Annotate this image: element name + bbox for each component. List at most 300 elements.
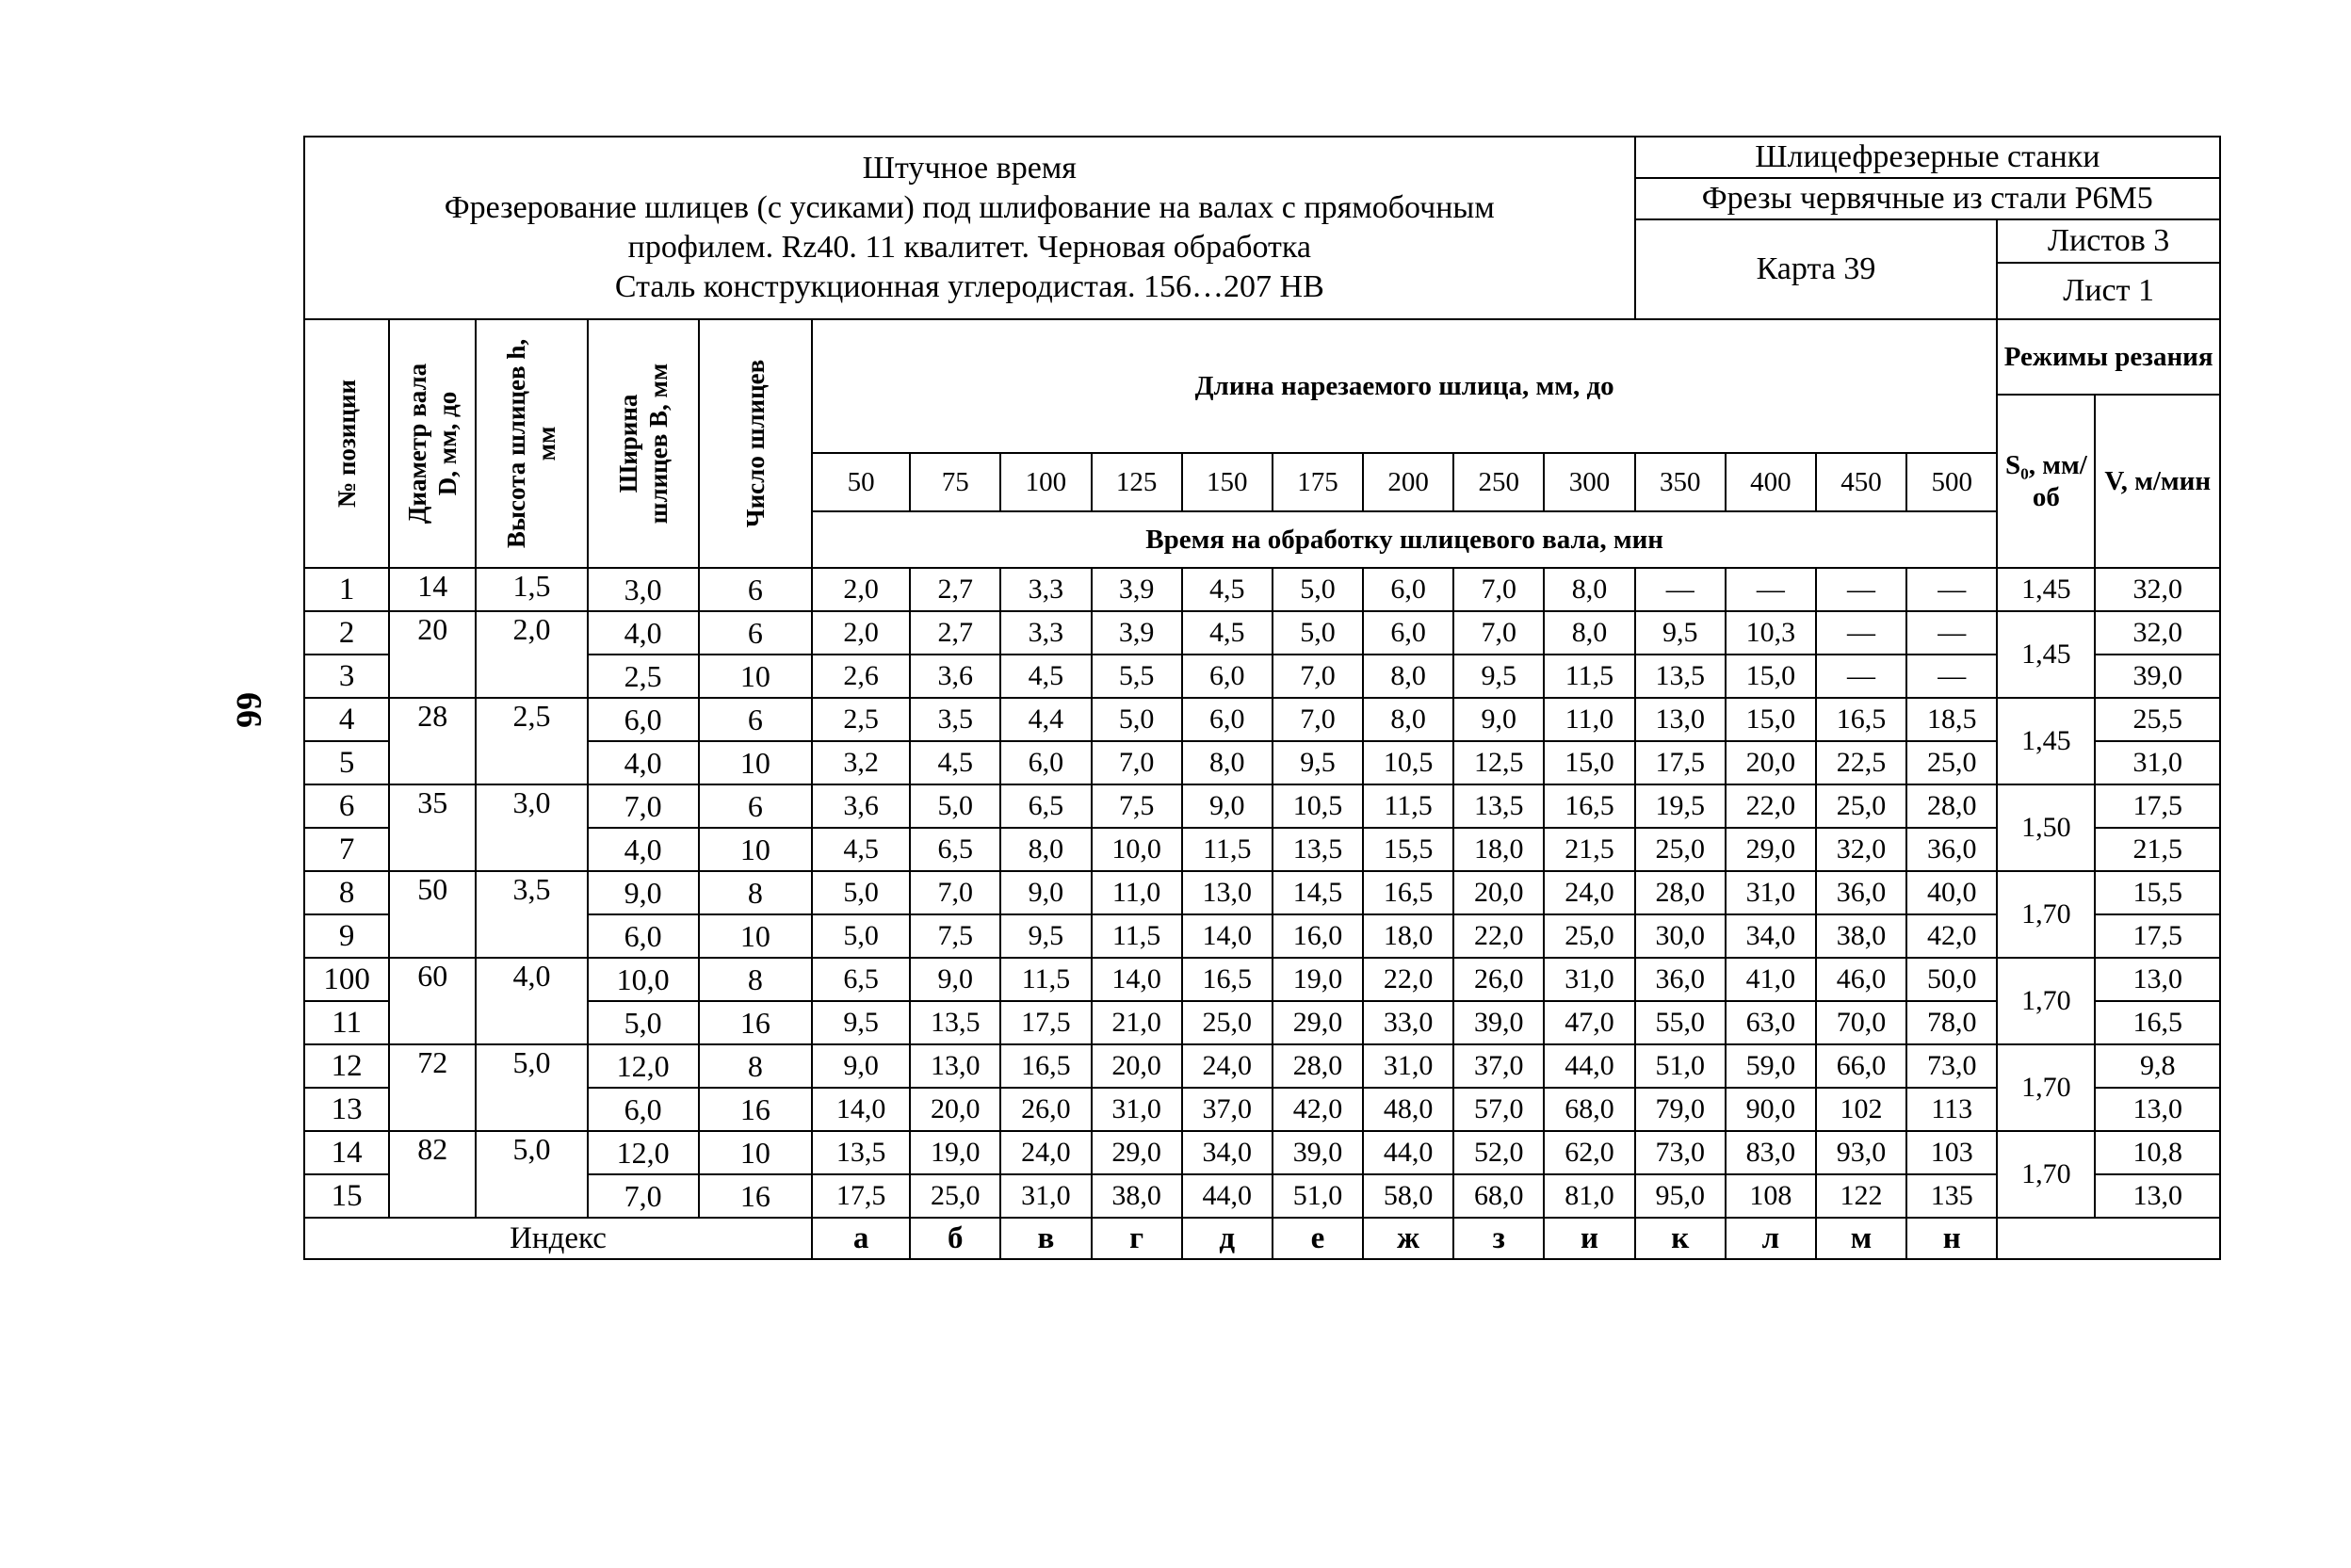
table-row (304, 1131, 2220, 1174)
time-cell: 81,0 (1544, 1174, 1634, 1218)
time-cell: 103 (1906, 1131, 1997, 1174)
time-cell: 8,0 (1363, 655, 1453, 698)
count-cell: 6 (699, 611, 812, 655)
time-cell: 21,0 (1092, 1001, 1182, 1044)
time-cell: 10,3 (1726, 611, 1816, 655)
width-cell: 7,0 (588, 784, 699, 828)
time-cell: 4,5 (812, 828, 910, 871)
title-line-4: Сталь конструкционная углеродистая. 156…207 НВ (614, 269, 1324, 304)
time-cell: 15,0 (1726, 655, 1816, 698)
time-cell: 28,0 (1273, 1044, 1363, 1088)
time-cell: 11,5 (1000, 958, 1091, 1001)
title-line-2: Фрезерование шлицев (с усиками) под шлифование на валах с прямобочным (444, 190, 1495, 225)
width-cell: 6,0 (588, 698, 699, 741)
count-cell: 16 (699, 1174, 812, 1218)
height-cell: 2,0 (476, 611, 587, 698)
time-cell: 31,0 (1726, 871, 1816, 914)
time-cell: 16,5 (1816, 698, 1906, 741)
time-cell: 6,0 (1363, 611, 1453, 655)
width-cell: 4,0 (588, 611, 699, 655)
time-cell: 20,0 (1453, 871, 1544, 914)
time-cell: 7,0 (1453, 611, 1544, 655)
table-row (304, 914, 2220, 958)
width-cell: 7,0 (588, 1174, 699, 1218)
title-line-1: Штучное время (862, 151, 1077, 186)
s0-cell: 1,45 (1997, 611, 2095, 698)
col-count: Число шлицев (699, 319, 812, 568)
diameter-cell: 35 (389, 784, 476, 871)
time-cell: 16,5 (1363, 871, 1453, 914)
index-letter: к (1635, 1218, 1726, 1259)
time-cell: 28,0 (1635, 871, 1726, 914)
time-cell: 15,0 (1544, 741, 1634, 784)
s0-header: S₀, мм/об (1997, 395, 2095, 568)
position-cell: 12 (304, 1044, 389, 1088)
time-cell: 2,7 (910, 611, 1000, 655)
diameter-cell: 20 (389, 611, 476, 698)
position-cell: 3 (304, 655, 389, 698)
time-cell: 29,0 (1273, 1001, 1363, 1044)
time-cell: 17,5 (1000, 1001, 1091, 1044)
time-cell: 2,7 (910, 568, 1000, 611)
time-cell: 135 (1906, 1174, 1997, 1218)
position-cell: 7 (304, 828, 389, 871)
length-header: Длина нарезаемого шлица, мм, до (812, 319, 1997, 453)
width-cell: 4,0 (588, 741, 699, 784)
time-cell: 9,0 (812, 1044, 910, 1088)
time-cell: 7,0 (1453, 568, 1544, 611)
time-cell: 3,9 (1092, 568, 1182, 611)
index-letter: г (1092, 1218, 1182, 1259)
time-cell: 25,0 (1816, 784, 1906, 828)
position-cell: 14 (304, 1131, 389, 1174)
diameter-cell: 72 (389, 1044, 476, 1131)
time-cell: 25,0 (1544, 914, 1634, 958)
time-cell: 113 (1906, 1088, 1997, 1131)
time-cell: 22,0 (1363, 958, 1453, 1001)
time-cell: 34,0 (1726, 914, 1816, 958)
length-col-header: 75 (910, 453, 1000, 511)
length-col-header: 300 (1544, 453, 1634, 511)
table-row (304, 958, 2220, 1001)
v-cell: 17,5 (2095, 914, 2220, 958)
position-cell: 1 (304, 568, 389, 611)
time-cell: 3,2 (812, 741, 910, 784)
time-cell: 20,0 (1092, 1044, 1182, 1088)
time-cell: 17,5 (1635, 741, 1726, 784)
time-cell: 13,5 (1635, 655, 1726, 698)
time-cell: 55,0 (1635, 1001, 1726, 1044)
index-letter: л (1726, 1218, 1816, 1259)
index-letter: д (1182, 1218, 1273, 1259)
time-cell: 38,0 (1092, 1174, 1182, 1218)
time-cell: 6,5 (910, 828, 1000, 871)
position-cell: 13 (304, 1088, 389, 1131)
length-col-header: 150 (1182, 453, 1273, 511)
time-cell: 5,0 (1273, 568, 1363, 611)
table-row (304, 871, 2220, 914)
time-cell: 95,0 (1635, 1174, 1726, 1218)
sheets-total: Листов 3 (1997, 219, 2220, 263)
v-cell: 10,8 (2095, 1131, 2220, 1174)
time-cell: 25,0 (1182, 1001, 1273, 1044)
time-cell: 70,0 (1816, 1001, 1906, 1044)
v-cell: 13,0 (2095, 1088, 2220, 1131)
time-cell: 15,0 (1726, 698, 1816, 741)
time-cell: 9,0 (1453, 698, 1544, 741)
length-col-header: 250 (1453, 453, 1544, 511)
time-cell: 32,0 (1816, 828, 1906, 871)
index-letter: з (1453, 1218, 1544, 1259)
count-cell: 6 (699, 568, 812, 611)
length-col-header: 100 (1000, 453, 1091, 511)
position-cell: 4 (304, 698, 389, 741)
width-cell: 10,0 (588, 958, 699, 1001)
time-cell: 13,5 (1453, 784, 1544, 828)
time-cell: 47,0 (1544, 1001, 1634, 1044)
time-cell: 11,0 (1544, 698, 1634, 741)
time-cell: 14,0 (1182, 914, 1273, 958)
time-cell: 102 (1816, 1088, 1906, 1131)
time-cell: 44,0 (1363, 1131, 1453, 1174)
time-cell: 44,0 (1544, 1044, 1634, 1088)
time-cell: 7,0 (910, 871, 1000, 914)
height-cell: 2,5 (476, 698, 587, 784)
time-cell: 73,0 (1906, 1044, 1997, 1088)
sheet-number: Лист 1 (1997, 263, 2220, 319)
v-cell: 25,5 (2095, 698, 2220, 741)
time-cell: 93,0 (1816, 1131, 1906, 1174)
time-cell: 26,0 (1453, 958, 1544, 1001)
col-height: Высота шлицев h, мм (476, 319, 587, 568)
time-cell: 9,5 (1453, 655, 1544, 698)
v-cell: 31,0 (2095, 741, 2220, 784)
table-row (304, 1001, 2220, 1044)
time-cell: 108 (1726, 1174, 1816, 1218)
index-letter: а (812, 1218, 910, 1259)
length-col-header: 350 (1635, 453, 1726, 511)
norms-table (303, 136, 2221, 1260)
time-cell: — (1816, 611, 1906, 655)
table-row (304, 741, 2220, 784)
v-cell: 13,0 (2095, 1174, 2220, 1218)
index-letter: е (1273, 1218, 1363, 1259)
v-cell: 9,8 (2095, 1044, 2220, 1088)
time-cell: 4,4 (1000, 698, 1091, 741)
time-cell: — (1816, 655, 1906, 698)
diameter-cell: 28 (389, 698, 476, 784)
time-cell: 26,0 (1000, 1088, 1091, 1131)
count-cell: 8 (699, 958, 812, 1001)
time-cell: 6,0 (1182, 698, 1273, 741)
index-empty-cell (1997, 1218, 2220, 1259)
time-cell: 34,0 (1182, 1131, 1273, 1174)
time-cell: 16,5 (1000, 1044, 1091, 1088)
diameter-cell: 50 (389, 871, 476, 958)
time-cell: 2,0 (812, 611, 910, 655)
count-cell: 16 (699, 1088, 812, 1131)
position-cell: 2 (304, 611, 389, 655)
card-title-block (304, 137, 1635, 319)
width-cell: 9,0 (588, 871, 699, 914)
time-cell: 7,5 (1092, 784, 1182, 828)
time-cell: 13,5 (910, 1001, 1000, 1044)
time-cell: 62,0 (1544, 1131, 1634, 1174)
s0-cell: 1,70 (1997, 871, 2095, 958)
time-cell: 20,0 (1726, 741, 1816, 784)
time-cell: 31,0 (1092, 1088, 1182, 1131)
time-cell: 2,0 (812, 568, 910, 611)
time-cell: 25,0 (1635, 828, 1726, 871)
time-cell: 57,0 (1453, 1088, 1544, 1131)
time-cell: 24,0 (1544, 871, 1634, 914)
time-cell: 11,5 (1363, 784, 1453, 828)
time-cell: 25,0 (1906, 741, 1997, 784)
time-cell: 31,0 (1544, 958, 1634, 1001)
time-cell: 31,0 (1363, 1044, 1453, 1088)
time-cell: — (1906, 655, 1997, 698)
col-width: Ширина шлицев В, мм (588, 319, 699, 568)
time-cell: 18,5 (1906, 698, 1997, 741)
s0-cell: 1,70 (1997, 1044, 2095, 1131)
time-cell: 39,0 (1273, 1131, 1363, 1174)
count-cell: 10 (699, 914, 812, 958)
width-cell: 12,0 (588, 1044, 699, 1088)
time-cell: 59,0 (1726, 1044, 1816, 1088)
time-cell: 22,0 (1726, 784, 1816, 828)
time-cell: 31,0 (1000, 1174, 1091, 1218)
time-cell: 8,0 (1000, 828, 1091, 871)
diameter-cell: 60 (389, 958, 476, 1044)
time-cell: — (1816, 568, 1906, 611)
time-cell: 29,0 (1092, 1131, 1182, 1174)
time-cell: 14,0 (812, 1088, 910, 1131)
time-cell: 37,0 (1453, 1044, 1544, 1088)
time-cell: 10,5 (1363, 741, 1453, 784)
time-cell: 22,5 (1816, 741, 1906, 784)
time-cell: 8,0 (1363, 698, 1453, 741)
time-cell: 4,5 (1182, 568, 1273, 611)
count-cell: 10 (699, 655, 812, 698)
width-cell: 3,0 (588, 568, 699, 611)
v-cell: 13,0 (2095, 958, 2220, 1001)
time-cell: 40,0 (1906, 871, 1997, 914)
time-cell: 79,0 (1635, 1088, 1726, 1131)
time-cell: 122 (1816, 1174, 1906, 1218)
diameter-cell: 82 (389, 1131, 476, 1218)
time-cell: 13,0 (1635, 698, 1726, 741)
width-cell: 2,5 (588, 655, 699, 698)
time-cell: 3,9 (1092, 611, 1182, 655)
time-cell: 83,0 (1726, 1131, 1816, 1174)
count-cell: 6 (699, 784, 812, 828)
time-cell: 46,0 (1816, 958, 1906, 1001)
time-cell: 10,0 (1092, 828, 1182, 871)
time-cell: — (1726, 568, 1816, 611)
position-cell: 5 (304, 741, 389, 784)
time-cell: 6,0 (1363, 568, 1453, 611)
time-cell: 22,0 (1453, 914, 1544, 958)
time-cell: 7,0 (1092, 741, 1182, 784)
machine-type: Шлицефрезерные станки (1635, 137, 2220, 178)
time-cell: 14,0 (1092, 958, 1182, 1001)
table-row (304, 784, 2220, 828)
index-letter: в (1000, 1218, 1091, 1259)
time-cell: 7,0 (1273, 698, 1363, 741)
time-cell: 25,0 (910, 1174, 1000, 1218)
s0-cell: 1,50 (1997, 784, 2095, 871)
index-label: Индекс (304, 1218, 812, 1259)
time-cell: 50,0 (1906, 958, 1997, 1001)
length-col-header: 125 (1092, 453, 1182, 511)
time-cell: 4,5 (910, 741, 1000, 784)
position-cell: 11 (304, 1001, 389, 1044)
page-number: 66 (229, 692, 268, 728)
position-cell: 15 (304, 1174, 389, 1218)
time-cell: — (1635, 568, 1726, 611)
time-header: Время на обработку шлицевого вала, мин (812, 511, 1997, 568)
time-cell: 39,0 (1453, 1001, 1544, 1044)
height-cell: 3,0 (476, 784, 587, 871)
index-letter: м (1816, 1218, 1906, 1259)
v-cell: 39,0 (2095, 655, 2220, 698)
time-cell: 4,5 (1182, 611, 1273, 655)
time-cell: 16,5 (1182, 958, 1273, 1001)
height-cell: 3,5 (476, 871, 587, 958)
time-cell: 78,0 (1906, 1001, 1997, 1044)
s0-cell: 1,70 (1997, 1131, 2095, 1218)
time-cell: 9,5 (1000, 914, 1091, 958)
time-cell: 10,5 (1273, 784, 1363, 828)
time-cell: 7,5 (910, 914, 1000, 958)
time-cell: 8,0 (1182, 741, 1273, 784)
index-letter: ж (1363, 1218, 1453, 1259)
time-cell: 73,0 (1635, 1131, 1726, 1174)
time-cell: 16,5 (1544, 784, 1634, 828)
time-cell: 13,5 (812, 1131, 910, 1174)
width-cell: 12,0 (588, 1131, 699, 1174)
table-row (304, 1088, 2220, 1131)
time-cell: 36,0 (1635, 958, 1726, 1001)
time-cell: 9,5 (812, 1001, 910, 1044)
time-cell: 12,5 (1453, 741, 1544, 784)
table-row (304, 1174, 2220, 1218)
count-cell: 10 (699, 828, 812, 871)
time-cell: 18,0 (1453, 828, 1544, 871)
time-cell: 17,5 (812, 1174, 910, 1218)
v-cell: 32,0 (2095, 611, 2220, 655)
length-col-header: 400 (1726, 453, 1816, 511)
time-cell: 5,0 (812, 914, 910, 958)
height-cell: 1,5 (476, 568, 587, 611)
time-cell: 8,0 (1544, 611, 1634, 655)
width-cell: 4,0 (588, 828, 699, 871)
v-cell: 15,5 (2095, 871, 2220, 914)
index-letter: б (910, 1218, 1000, 1259)
time-cell: 13,5 (1273, 828, 1363, 871)
v-cell: 21,5 (2095, 828, 2220, 871)
time-cell: 5,0 (812, 871, 910, 914)
time-cell: 19,0 (910, 1131, 1000, 1174)
index-letter: н (1906, 1218, 1997, 1259)
count-cell: 8 (699, 871, 812, 914)
time-cell: 19,5 (1635, 784, 1726, 828)
count-cell: 10 (699, 741, 812, 784)
length-col-header: 175 (1273, 453, 1363, 511)
index-letter: и (1544, 1218, 1634, 1259)
time-cell: — (1906, 611, 1997, 655)
time-cell: 3,3 (1000, 611, 1091, 655)
time-cell: 36,0 (1816, 871, 1906, 914)
height-cell: 4,0 (476, 958, 587, 1044)
time-cell: 11,0 (1092, 871, 1182, 914)
time-cell: 90,0 (1726, 1088, 1816, 1131)
table-row (304, 698, 2220, 741)
count-cell: 10 (699, 1131, 812, 1174)
time-cell: 48,0 (1363, 1088, 1453, 1131)
width-cell: 5,0 (588, 1001, 699, 1044)
time-cell: 52,0 (1453, 1131, 1544, 1174)
modes-header: Режимы резания (1997, 319, 2220, 395)
v-cell: 32,0 (2095, 568, 2220, 611)
time-cell: 3,3 (1000, 568, 1091, 611)
time-cell: 28,0 (1906, 784, 1997, 828)
time-cell: 9,5 (1273, 741, 1363, 784)
time-cell: 6,5 (1000, 784, 1091, 828)
time-cell: 63,0 (1726, 1001, 1816, 1044)
time-cell: 42,0 (1273, 1088, 1363, 1131)
table-row (304, 1044, 2220, 1088)
time-cell: 51,0 (1635, 1044, 1726, 1088)
time-cell: 42,0 (1906, 914, 1997, 958)
s0-cell: 1,45 (1997, 568, 2095, 611)
time-cell: 38,0 (1816, 914, 1906, 958)
width-cell: 6,0 (588, 914, 699, 958)
time-cell: 9,0 (910, 958, 1000, 1001)
table-row (304, 611, 2220, 655)
table-row (304, 828, 2220, 871)
time-cell: 29,0 (1726, 828, 1816, 871)
length-col-header: 50 (812, 453, 910, 511)
diameter-cell: 14 (389, 568, 476, 611)
time-cell: 3,6 (812, 784, 910, 828)
s0-cell: 1,45 (1997, 698, 2095, 784)
time-cell: 13,0 (910, 1044, 1000, 1088)
time-cell: 5,0 (910, 784, 1000, 828)
time-cell: 9,0 (1182, 784, 1273, 828)
time-cell: 2,5 (812, 698, 910, 741)
col-diameter: Диаметр вала D, мм, до (389, 319, 476, 568)
time-cell: 21,5 (1544, 828, 1634, 871)
time-cell: 36,0 (1906, 828, 1997, 871)
time-cell: 11,5 (1182, 828, 1273, 871)
time-cell: 11,5 (1544, 655, 1634, 698)
s0-cell: 1,70 (1997, 958, 2095, 1044)
time-cell: 8,0 (1544, 568, 1634, 611)
time-cell: 6,0 (1182, 655, 1273, 698)
height-cell: 5,0 (476, 1044, 587, 1131)
time-cell: 41,0 (1726, 958, 1816, 1001)
count-cell: 6 (699, 698, 812, 741)
col-position: № позиции (304, 319, 389, 568)
height-cell: 5,0 (476, 1131, 587, 1218)
time-cell: 11,5 (1092, 914, 1182, 958)
time-cell: 20,0 (910, 1088, 1000, 1131)
position-cell: 6 (304, 784, 389, 828)
time-cell: 18,0 (1363, 914, 1453, 958)
time-cell: 30,0 (1635, 914, 1726, 958)
v-header: V, м/мин (2095, 395, 2220, 568)
